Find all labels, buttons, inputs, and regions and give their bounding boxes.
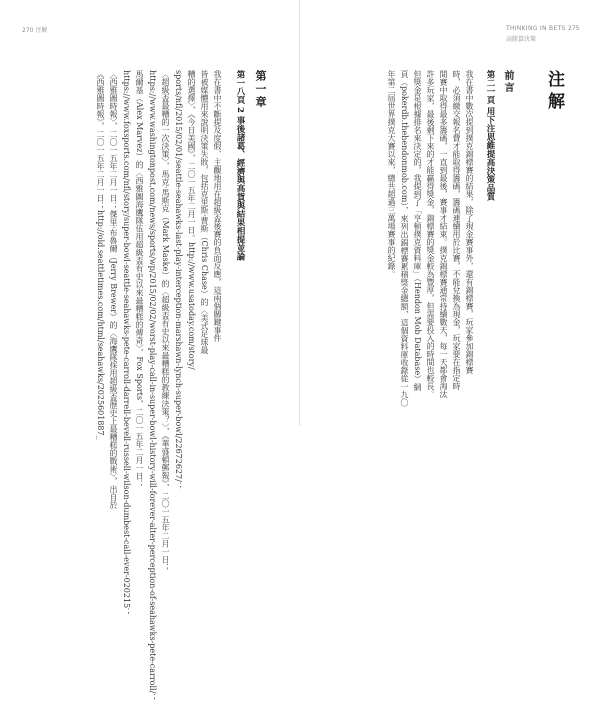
note-line: 〈西雅圖時報〉，二〇一五年二月一日；傑里·布魯爾（Jerry Brewer）的〈海鷹隊採用超級盃歷史上最糟糕的戰術〉，出自於 <box>109 70 118 510</box>
note-line: 許多玩家，最後剩下來的才能贏得獎金，錦標賽的獎金較為豐厚，但需要投入的時間也較長。 <box>426 70 435 398</box>
page-title: 注解 <box>544 70 564 114</box>
note-line: 時，必須繳交報名費才能取得籌碼，籌碼連續用於比賽，不能兌換為現金，玩家要在指定時 <box>452 70 461 390</box>
note-line: 頁（pokerdb.thehendonmob.com），來列出錦標賽累積獎金總額，這個資料庫收錄從一九〇 <box>400 70 409 407</box>
section-heading: 第二一頁 用下注思維提高決策品質 <box>485 70 495 201</box>
chapter-label: 第一章 <box>254 70 267 109</box>
note-line: 我在書中數次提到撲克錦標賽的結果，除了現金賽事外，還有錦標賽，玩家參加錦標賽 <box>465 70 474 374</box>
note-line: 年第二屆世界撲克大賽以來，總共超過三萬場賽事的紀錄。 <box>387 70 396 278</box>
right-folio: 275 <box>568 25 580 32</box>
right-page <box>300 0 600 426</box>
note-line: 糟的選擇〉，《今日美國》，二〇一五年二月一日。http://www.usatoday.com/story/ <box>187 70 196 370</box>
note-line: https://www.washingtonpost.com/news/sports/wp/2015/02/02/worst-play-call-in-super-bowl-history-will-forever-alter-perception-of-seahawks-pete-carroll/； <box>148 70 157 701</box>
note-line: 我在書中不斷提及度假、主觀地用在超級盃後賽的負面反應，這兩個關鍵事件 <box>213 70 222 342</box>
running-head-en: THINKING IN BETS <box>506 25 566 32</box>
note-line: https://www.foxsports.com/nfl/story/super-bowl-seattle-seahawks-pete-carroll-darrell-bevell-russell-wilson-dumbest-call-ever-020215； <box>122 70 131 617</box>
note-line: sports/nfl/2015/02/01/seattle-seahawks-last-play-interception-marshawn-lynch-super-bowl/22672627/； <box>174 70 183 490</box>
running-head-zh: 高勝算決策 <box>506 36 537 43</box>
section-label: 前言 <box>502 70 513 94</box>
note-line: 馬爾基（Alex Marvez）的〈西雅圖海鷹隊伍用超級盃有史以來最糟糕的傳奇〉，Fox Sports，二〇一五年二月一日； <box>135 70 144 488</box>
note-line: 《西雅圖時報》，二〇一五年二月一日；http://old.seattletimes.com/html/seahawks/2025601887_ <box>96 70 105 440</box>
left-folio: 270 注解 <box>22 27 48 34</box>
note-line: 但獎金是根據排名來決定的，我提到了「亨頓撲克資料庫」（Hendon Mob Database）網 <box>413 70 422 392</box>
section-heading: 第一八頁 2 事後諸葛、經濟與高貨與結果相提並論 <box>235 70 245 261</box>
note-line: 間賽中取得最多籌碼，一直到最後，賽事才結束。撲克錦標賽通常持續數天，每一天都會淘汰 <box>439 70 448 398</box>
note-line: 皆被媒體用來說明決策失敗，包括克里斯·曹斯（Chris Chase）的〈美式足球最 <box>200 70 209 354</box>
note-line: 〈超級盃最糟的一次決策〉，馬克·馬斯克（Mark Maske）的〈超級盃有史以來最糟糕的教練決策？〉，《華盛頓郵報》，二〇一五年二月一日； <box>161 70 170 572</box>
